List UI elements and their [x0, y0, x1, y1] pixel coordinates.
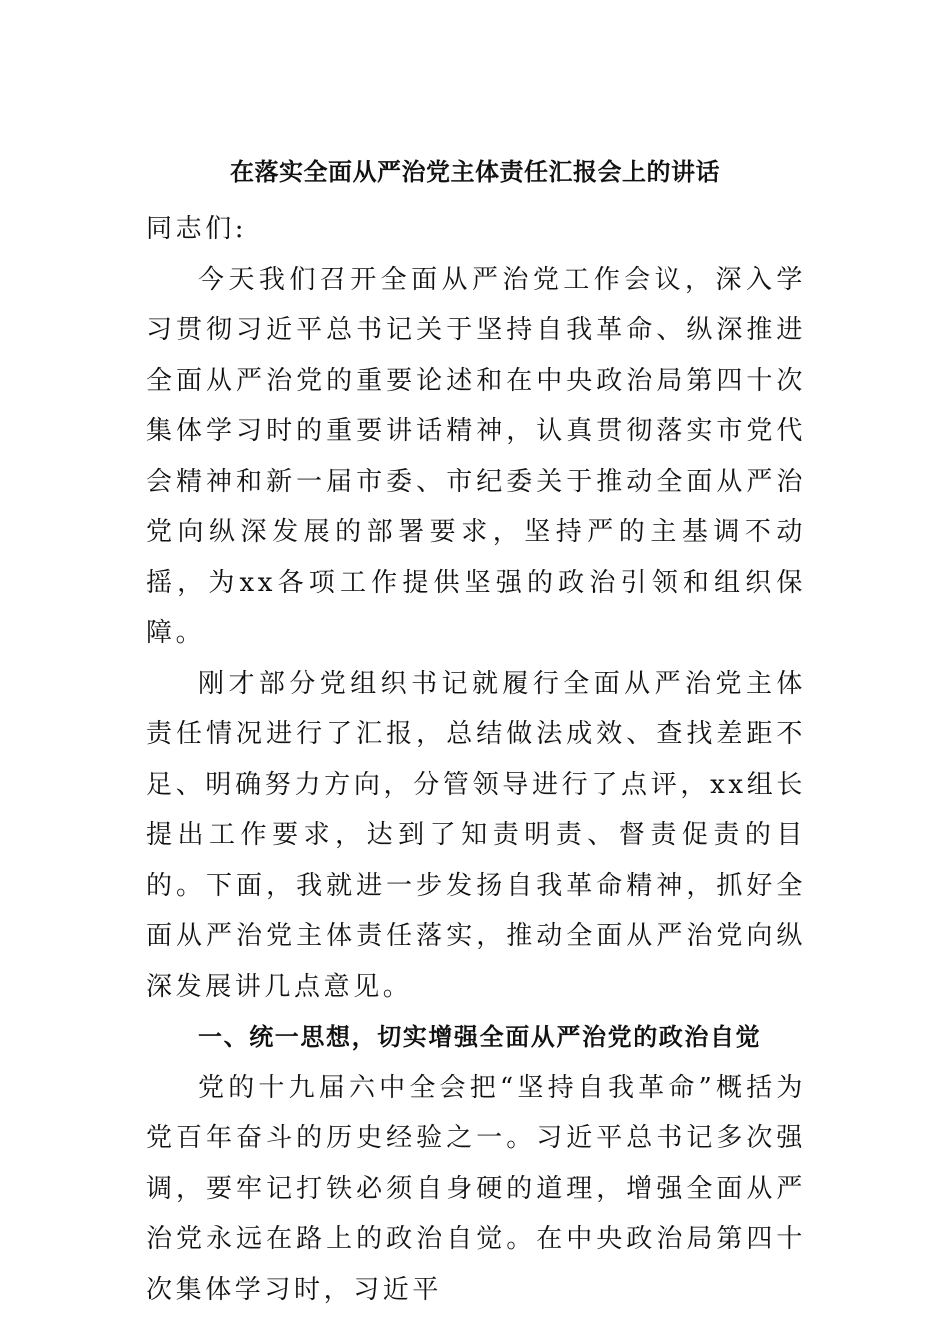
- paragraph-intro: 今天我们召开全面从严治党工作会议，深入学习贯彻习近平总书记关于坚持自我革命、纵深推进全面从严治党的重要论述和在中央政治局第四十次集体学习时的重要讲话精神，认真贯彻落实市党代会精神和新一届市委、市纪委关于推动全面从严治党向纵深发展的部署要求，坚持严的主基调不动摇，为xx各项工作提供坚强的政治引领和组织保障。: [146, 264, 806, 648]
- section-heading: 一、统一思想，切实增强全面从严治党的政治自觉: [198, 1023, 762, 1051]
- document-title: 在落实全面从严治党主体责任汇报会上的讲话: [230, 157, 720, 186]
- paragraph-section-one: 党的十九届六中全会把“坚持自我革命”概括为党百年奋斗的历史经验之一。习近平总书记多次强调，要牢记打铁必须自身硬的道理，增强全面从严治党永远在路上的政治自觉。在中央政治局第四十次集体学习时，习近平: [146, 1072, 806, 1305]
- document-body: [146, 204, 806, 1315]
- paragraph-summary: 刚才部分党组织书记就履行全面从严治党主体责任情况进行了汇报，总结做法成效、查找差距不足、明确努力方向，分管领导进行了点评，xx组长提出工作要求，达到了知责明责、督责促责的目的。下面，我就进一步发扬自我革命精神，抓好全面从严治党主体责任落实，推动全面从严治党向纵深发展讲几点意见。: [146, 668, 806, 1002]
- salutation: 同志们:: [146, 214, 248, 244]
